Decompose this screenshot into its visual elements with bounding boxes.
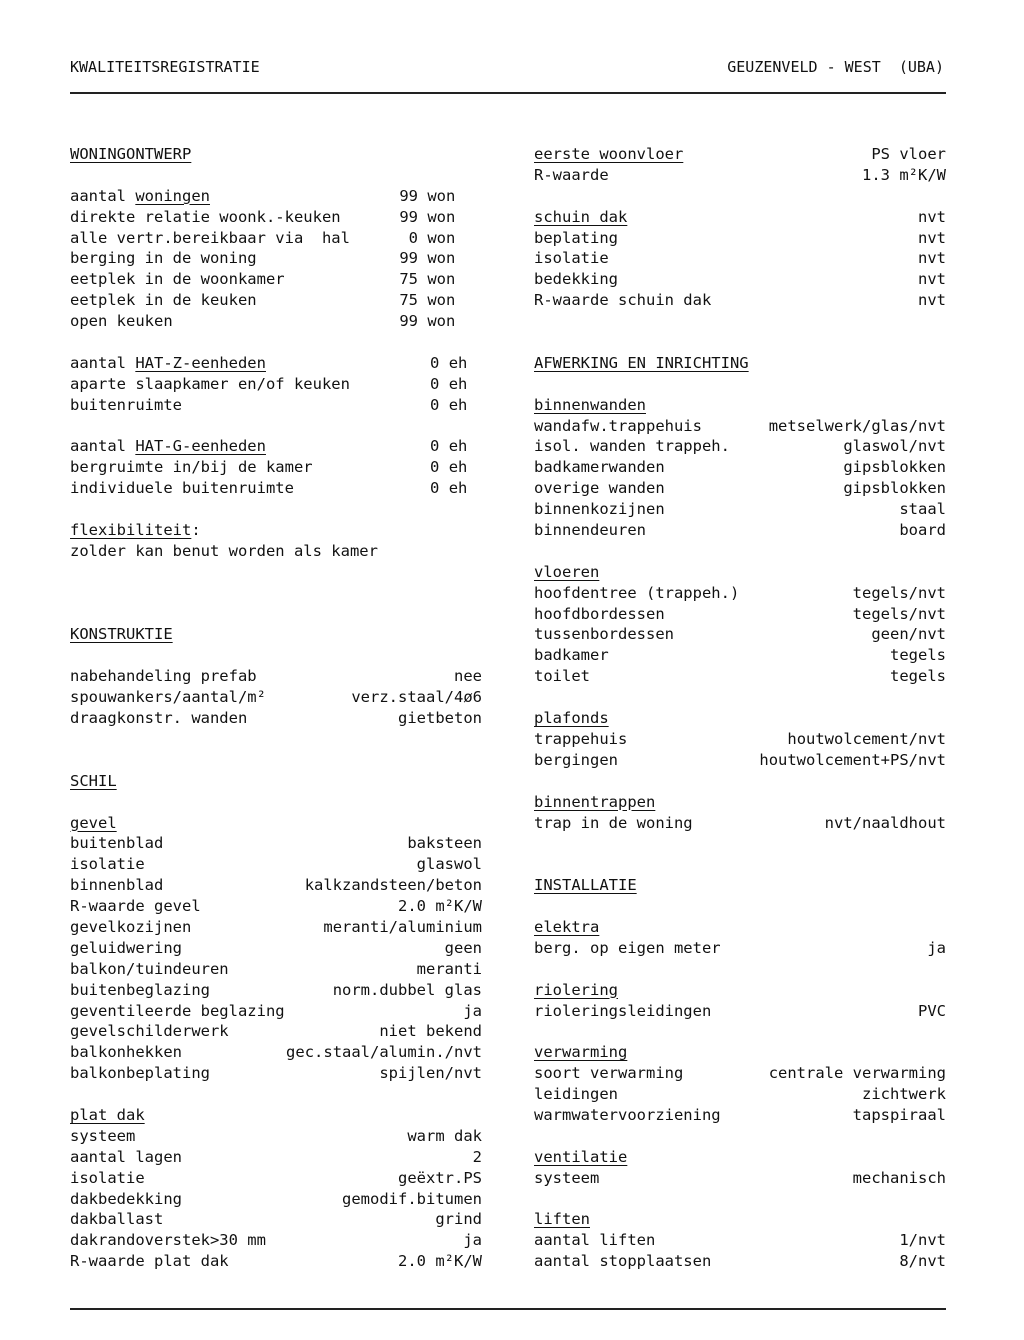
spec-label: binnenblad <box>70 876 164 895</box>
count-number: 99 <box>399 186 418 205</box>
spec-value: nvt <box>918 228 946 247</box>
count-number: 99 <box>399 207 418 226</box>
subsection-title-binnentrappen: binnentrappen <box>534 792 656 811</box>
spec-row <box>70 666 482 687</box>
spec-label: gevelkozijnen <box>70 917 192 936</box>
spec-row <box>534 624 946 645</box>
count-number: 99 <box>399 312 418 331</box>
spec-label: hoofdbordessen <box>534 604 665 623</box>
count-row <box>70 290 482 311</box>
count-label: bergruimte in/bij de kamer <box>70 458 313 477</box>
spec-label: buitenbeglazing <box>70 980 210 999</box>
count-row <box>70 457 482 478</box>
spec-row <box>534 478 946 499</box>
count-value <box>390 186 482 207</box>
count-unit: won <box>427 270 456 289</box>
vloeren-rows <box>534 583 946 687</box>
spec-value: zichtwerk <box>862 1085 946 1104</box>
spec-label: bergingen <box>534 750 618 769</box>
spec-label: overige wanden <box>534 479 665 498</box>
spec-label: balkonhekken <box>70 1043 182 1062</box>
spec-label: R-waarde <box>534 165 609 184</box>
spec-label: buitenblad <box>70 834 164 853</box>
spec-value: niet bekend <box>379 1022 482 1041</box>
spec-label: warmwatervoorziening <box>534 1105 721 1124</box>
count-row <box>70 186 482 207</box>
count-unit: eh <box>448 458 468 477</box>
spec-label: trap in de woning <box>534 813 693 832</box>
schuin-dak-title-row <box>534 207 946 228</box>
count-number: 0 <box>430 353 440 372</box>
subsection-title-schuin-dak: schuin dak <box>534 207 628 226</box>
spec-label: draagkonstr. wanden <box>70 709 248 728</box>
spec-label: wandafw.trappehuis <box>534 416 702 435</box>
spec-row <box>70 708 482 729</box>
count-unit: eh <box>448 437 468 456</box>
subsection-title-plafonds: plafonds <box>534 709 609 728</box>
spec-row <box>534 248 946 269</box>
spec-value: mechanisch <box>852 1168 946 1187</box>
left-column <box>70 144 482 1272</box>
count-unit: won <box>427 312 456 331</box>
spec-value: gemodif.bitumen <box>342 1189 482 1208</box>
count-unit: won <box>427 249 456 268</box>
spec-row <box>534 645 946 666</box>
spec-row <box>534 290 946 311</box>
woningontwerp-group-hat-g <box>70 436 482 499</box>
spec-value: nvt <box>918 270 946 289</box>
spec-label: geluidwering <box>70 938 182 957</box>
spec-value: gietbeton <box>398 709 482 728</box>
flexibiliteit-title: flexibiliteit: <box>70 521 201 540</box>
spec-row <box>70 938 482 959</box>
spec-row <box>534 520 946 541</box>
count-number: 99 <box>399 249 418 268</box>
count-number: 0 <box>430 458 440 477</box>
spec-row <box>534 938 946 959</box>
document-header-left: KWALITEITSREGISTRATIE <box>70 58 260 76</box>
verwarming-rows <box>534 1063 946 1126</box>
count-value <box>430 436 482 457</box>
woningontwerp-group-woningen <box>70 186 482 332</box>
spec-label: binnendeuren <box>534 521 646 540</box>
spec-label: R-waarde schuin dak <box>534 291 712 310</box>
subsection-title-ventilatie: ventilatie <box>534 1147 628 1166</box>
spec-value: 1.3 m²K/W <box>862 165 946 184</box>
spec-label: systeem <box>70 1126 136 1145</box>
spec-row <box>70 1042 482 1063</box>
spec-row <box>70 1168 482 1189</box>
spec-row <box>70 959 482 980</box>
spec-row <box>534 1084 946 1105</box>
spec-value: geëxtr.PS <box>398 1168 482 1187</box>
spec-label: spouwankers/aantal/m² <box>70 688 266 707</box>
spec-label: dakballast <box>70 1210 164 1229</box>
spec-row <box>70 896 482 917</box>
right-column <box>534 144 946 1272</box>
spec-row <box>70 1251 482 1272</box>
spec-value: PS vloer <box>871 145 946 163</box>
count-row <box>70 353 482 374</box>
count-number: 0 <box>430 437 440 456</box>
count-value <box>390 269 482 290</box>
count-label: eetplek in de keuken <box>70 291 257 310</box>
spec-row <box>534 750 946 771</box>
spec-row <box>70 980 482 1001</box>
plat-dak-rows <box>70 1126 482 1272</box>
spec-value: 8/nvt <box>899 1252 946 1271</box>
header-rule <box>70 92 946 94</box>
spec-row <box>534 583 946 604</box>
spec-value: nvt <box>918 249 946 268</box>
spec-value: glaswol/nvt <box>843 437 946 456</box>
count-value <box>430 395 482 416</box>
spec-label: geventileerde beglazing <box>70 1001 285 1020</box>
binnenwanden-rows <box>534 416 946 541</box>
spec-row <box>534 604 946 625</box>
spec-value: warm dak <box>407 1126 482 1145</box>
flexibiliteit-text: zolder kan benut worden als kamer <box>70 541 378 560</box>
spec-label: toilet <box>534 667 590 686</box>
count-number: 0 <box>430 479 440 498</box>
plafonds-rows <box>534 729 946 771</box>
spec-row <box>534 1168 946 1189</box>
riolering-rows <box>534 1001 946 1022</box>
count-value <box>430 353 482 374</box>
spec-value: 2.0 m²K/W <box>398 1252 482 1271</box>
binnentrappen-rows <box>534 813 946 834</box>
spec-row <box>70 854 482 875</box>
spec-label: isolatie <box>70 855 145 874</box>
spec-label: R-waarde gevel <box>70 897 201 916</box>
spec-label: hoofdentree (trappeh.) <box>534 583 740 602</box>
spec-value: centrale verwarming <box>768 1064 946 1083</box>
spec-row <box>70 1126 482 1147</box>
spec-row <box>534 269 946 290</box>
spec-row <box>534 165 946 186</box>
spec-row <box>534 1063 946 1084</box>
count-unit: eh <box>448 395 468 414</box>
spec-row <box>70 875 482 896</box>
spec-label: soort verwarming <box>534 1064 684 1083</box>
section-title-afwerking: AFWERKING EN INRICHTING <box>534 353 749 372</box>
ventilatie-rows <box>534 1168 946 1189</box>
spec-row <box>534 813 946 834</box>
count-value <box>390 290 482 311</box>
spec-label: nabehandeling prefab <box>70 667 257 686</box>
spec-label: R-waarde plat dak <box>70 1252 229 1271</box>
count-unit: won <box>427 291 456 310</box>
spec-value: verz.staal/4ø6 <box>351 688 482 707</box>
count-label: open keuken <box>70 312 173 331</box>
count-unit: won <box>427 207 456 226</box>
subsection-title-vloeren: vloeren <box>534 562 600 581</box>
count-value <box>430 457 482 478</box>
spec-row <box>70 1147 482 1168</box>
spec-label: isolatie <box>70 1168 145 1187</box>
count-label: eetplek in de woonkamer <box>70 270 285 289</box>
spec-value: kalkzandsteen/beton <box>304 876 482 895</box>
woningontwerp-group-hat-z <box>70 353 482 416</box>
spec-row <box>70 1021 482 1042</box>
liften-rows <box>534 1230 946 1272</box>
spec-label: gevelschilderwerk <box>70 1022 229 1041</box>
spec-row <box>534 1251 946 1272</box>
spec-label: balkonbeplating <box>70 1064 210 1083</box>
section-title-installatie: INSTALLATIE <box>534 876 637 895</box>
spec-value: houtwolcement+PS/nvt <box>759 750 946 769</box>
count-label: aantal HAT-G-eenheden <box>70 437 266 456</box>
spec-row <box>70 1189 482 1210</box>
spec-value: norm.dubbel glas <box>332 980 482 999</box>
spec-row <box>534 666 946 687</box>
count-label: aantal woningen <box>70 186 210 205</box>
spec-value: meranti <box>416 959 482 978</box>
spec-label: leidingen <box>534 1085 618 1104</box>
spec-value: ja <box>463 1001 482 1020</box>
spec-row <box>534 1230 946 1251</box>
spec-row <box>534 1105 946 1126</box>
spec-row <box>534 228 946 249</box>
subsection-title-riolering: riolering <box>534 980 618 999</box>
count-value <box>430 374 482 395</box>
spec-value: 1/nvt <box>899 1231 946 1250</box>
count-number: 0 <box>408 228 418 247</box>
spec-value: nee <box>454 667 482 686</box>
count-row <box>70 311 482 332</box>
spec-row <box>534 499 946 520</box>
spec-label: aantal stopplaatsen <box>534 1252 712 1271</box>
spec-row <box>534 144 946 165</box>
spec-label: beplating <box>534 228 618 247</box>
woonvloer-rows <box>534 144 946 186</box>
count-label: direkte relatie woonk.-keuken <box>70 207 341 226</box>
spec-label: bedekking <box>534 270 618 289</box>
spec-label: dakbedekking <box>70 1189 182 1208</box>
spec-value: ja <box>463 1231 482 1250</box>
section-title-woningontwerp: WONINGONTWERP <box>70 145 192 163</box>
count-row <box>70 207 482 228</box>
spec-row <box>534 1001 946 1022</box>
spec-row <box>70 833 482 854</box>
spec-label: eerste woonvloer <box>534 145 684 163</box>
count-label: alle vertr.bereikbaar via hal <box>70 228 350 247</box>
spec-row <box>70 1230 482 1251</box>
spec-value: gipsblokken <box>843 458 946 477</box>
count-number: 75 <box>399 291 418 310</box>
count-row <box>70 395 482 416</box>
schuin-dak-rows <box>534 228 946 312</box>
spec-label: badkamerwanden <box>534 458 665 477</box>
spec-value: ja <box>927 938 946 957</box>
spec-value: grind <box>435 1210 482 1229</box>
spec-value: tegels <box>890 667 946 686</box>
spec-row <box>534 457 946 478</box>
spec-value: staal <box>899 500 946 519</box>
spec-row <box>70 1063 482 1084</box>
count-unit: eh <box>448 479 468 498</box>
spec-value: nvt/naaldhout <box>824 813 946 832</box>
spec-label: trappehuis <box>534 729 628 748</box>
spec-value: 2.0 m²K/W <box>398 897 482 916</box>
count-number: 0 <box>430 395 440 414</box>
spec-value: meranti/aluminium <box>323 917 482 936</box>
spec-row <box>534 729 946 750</box>
spec-value: geen/nvt <box>871 625 946 644</box>
spec-row <box>70 687 482 708</box>
spec-value: 2 <box>472 1147 482 1166</box>
spec-value: nvt <box>918 291 946 310</box>
section-title-konstruktie: KONSTRUKTIE <box>70 625 173 644</box>
footer-rule <box>70 1308 946 1310</box>
spec-value: tegels <box>890 646 946 665</box>
spec-label: tussenbordessen <box>534 625 674 644</box>
spec-value: PVC <box>918 1001 946 1020</box>
spec-value: glaswol <box>416 855 482 874</box>
spec-label: systeem <box>534 1168 600 1187</box>
count-label: buitenruimte <box>70 395 182 414</box>
count-unit: eh <box>448 374 468 393</box>
spec-value: tegels/nvt <box>852 583 946 602</box>
count-label: aparte slaapkamer en/of keuken <box>70 374 350 393</box>
spec-value: board <box>899 521 946 540</box>
spec-value: metselwerk/glas/nvt <box>768 416 946 435</box>
count-row <box>70 374 482 395</box>
spec-value: geen <box>444 938 482 957</box>
count-row <box>70 436 482 457</box>
gevel-rows <box>70 833 482 1084</box>
spec-label: berg. op eigen meter <box>534 938 721 957</box>
section-title-schil: SCHIL <box>70 771 117 790</box>
subsection-title-plat-dak: plat dak <box>70 1105 145 1124</box>
subsection-title-verwarming: verwarming <box>534 1043 628 1062</box>
schuin-dak-title-value: nvt <box>918 207 946 226</box>
count-label: berging in de woning <box>70 249 257 268</box>
count-value <box>390 228 482 249</box>
subsection-title-binnenwanden: binnenwanden <box>534 395 646 414</box>
subsection-title-elektra: elektra <box>534 917 600 936</box>
spec-label: isolatie <box>534 249 609 268</box>
spec-row <box>70 1209 482 1230</box>
spec-label: aantal lagen <box>70 1147 182 1166</box>
spec-label: badkamer <box>534 646 609 665</box>
spec-value: gipsblokken <box>843 479 946 498</box>
spec-label: binnenkozijnen <box>534 500 665 519</box>
spec-row <box>534 416 946 437</box>
spec-label: rioleringsleidingen <box>534 1001 712 1020</box>
subsection-title-gevel: gevel <box>70 813 117 832</box>
elektra-rows <box>534 938 946 959</box>
count-row <box>70 478 482 499</box>
spec-row <box>70 917 482 938</box>
spec-value: tapspiraal <box>852 1105 946 1124</box>
spec-label: aantal liften <box>534 1231 656 1250</box>
spec-label: dakrandoverstek>30 mm <box>70 1231 266 1250</box>
document-header-right: GEUZENVELD - WEST (UBA) <box>727 58 944 76</box>
count-unit: eh <box>448 353 468 372</box>
count-row <box>70 269 482 290</box>
spec-value: gec.staal/alumin./nvt <box>286 1043 482 1062</box>
spec-label: isol. wanden trappeh. <box>534 437 730 456</box>
spec-row <box>70 1001 482 1022</box>
spec-value: houtwolcement/nvt <box>787 729 946 748</box>
count-row <box>70 248 482 269</box>
konstruktie-rows <box>70 666 482 729</box>
count-value <box>390 248 482 269</box>
count-label: individuele buitenruimte <box>70 479 294 498</box>
spec-value: baksteen <box>407 834 482 853</box>
count-number: 0 <box>430 374 440 393</box>
count-number: 75 <box>399 270 418 289</box>
spec-row <box>534 436 946 457</box>
count-row <box>70 228 482 249</box>
spec-value: spijlen/nvt <box>379 1064 482 1083</box>
count-unit: won <box>427 186 456 205</box>
count-value <box>390 311 482 332</box>
count-unit: won <box>427 228 456 247</box>
count-label: aantal HAT-Z-eenheden <box>70 353 266 372</box>
count-value <box>390 207 482 228</box>
subsection-title-liften: liften <box>534 1210 590 1229</box>
spec-value: tegels/nvt <box>852 604 946 623</box>
count-value <box>430 478 482 499</box>
spec-label: balkon/tuindeuren <box>70 959 229 978</box>
